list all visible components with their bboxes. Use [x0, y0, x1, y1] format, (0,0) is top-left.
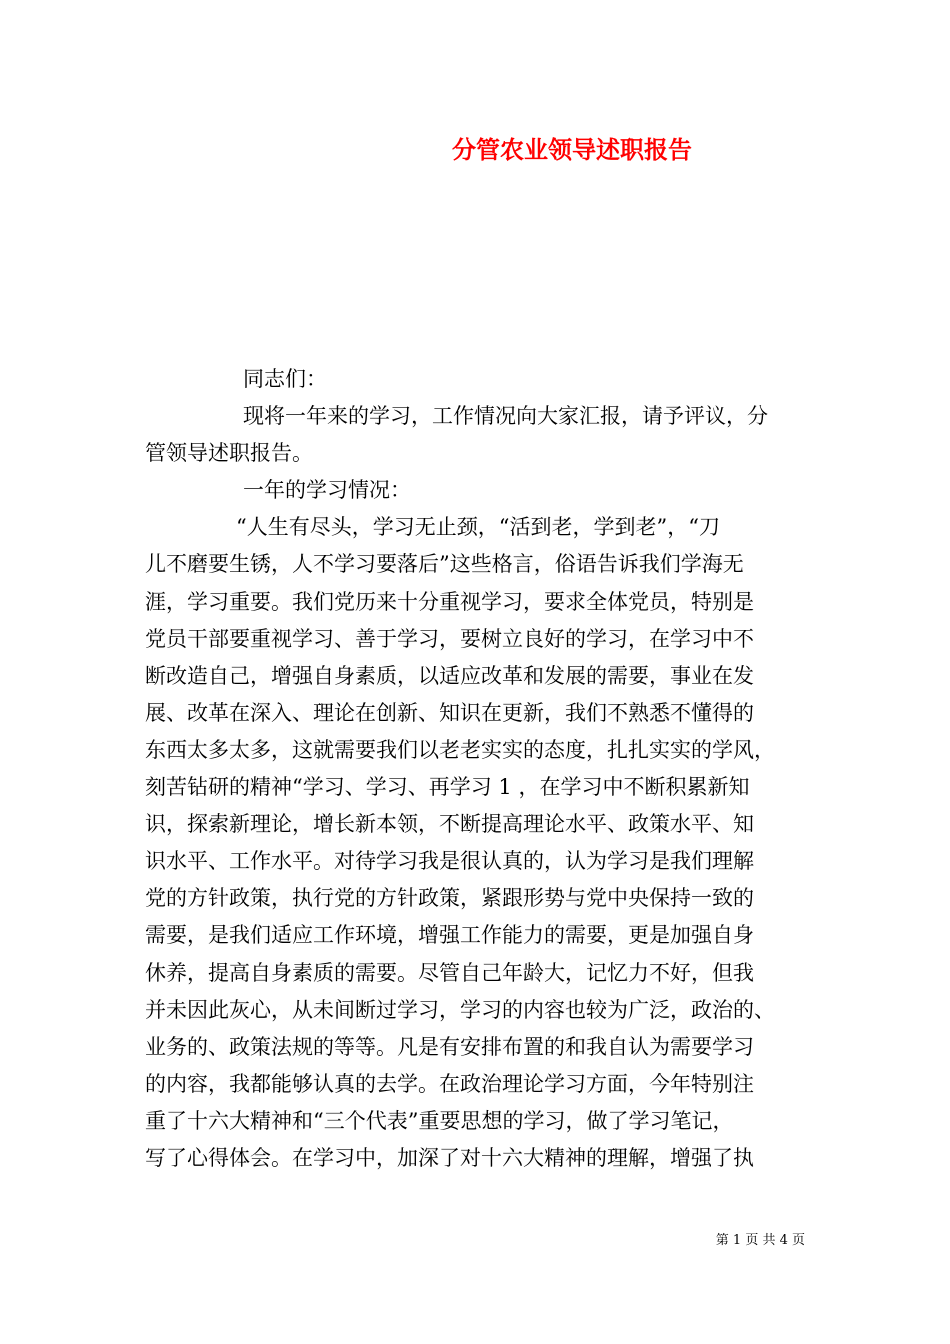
paragraph-line: 识，探索新理论，增长新本领，不断提高理论水平、政策水平、知: [145, 812, 754, 837]
document-title: 分管农业领导述职报告: [452, 135, 692, 164]
paragraph-line: 的内容，我都能够认真的去学。在政治理论学习方面，今年特别注: [145, 1071, 754, 1096]
paragraph-line: 并未因此灰心，从未间断过学习，学习的内容也较为广泛，政治的、: [145, 997, 775, 1022]
paragraph-line: 识水平、工作水平。对待学习我是很认真的，认为学习是我们理解: [145, 849, 754, 874]
paragraph-line: 断改造自己，增强自身素质，以适应改革和发展的需要，事业在发: [145, 663, 754, 688]
paragraph-line: 休养，提高自身素质的需要。尽管自己年龄大，记忆力不好，但我: [145, 960, 754, 985]
paragraph-line: 需要，是我们适应工作环境，增强工作能力的需要，更是加强自身: [145, 923, 754, 948]
paragraph-line: 写了心得体会。在学习中，加深了对十六大精神的理解，增强了执: [145, 1145, 754, 1170]
paragraph-line: 涯，学习重要。我们党历来十分重视学习，要求全体党员，特别是: [145, 589, 754, 614]
section-heading-line: 一年的学习情况：: [243, 478, 411, 503]
paragraph-line: 展、改革在深入、理论在创新、知识在更新，我们不熟悉不懂得的: [145, 700, 754, 725]
paragraph-line: 重了十六大精神和“三个代表”重要思想的学习，做了学习笔记，: [145, 1108, 734, 1133]
paragraph-line: 东西太多太多，这就需要我们以老老实实的态度，扎扎实实的学风，: [145, 737, 775, 762]
paragraph-line: 儿不磨要生锈，人不学习要落后”这些格言，俗语告诉我们学海无: [145, 552, 744, 577]
paragraph-line: 党的方针政策，执行党的方针政策，紧跟形势与党中央保持一致的: [145, 886, 754, 911]
paragraph-line: 管领导述职报告。: [145, 441, 313, 466]
salutation-line: 同志们：: [243, 367, 327, 391]
document-body: [145, 361, 805, 1177]
paragraph-line: “人生有尽头，学习无止颈，“活到老，学到老”，“刀: [236, 515, 720, 540]
paragraph-line: 现将一年来的学习，工作情况向大家汇报，请予评议，分: [243, 404, 768, 429]
paragraph-line: 刻苦钻研的精神“学习、学习、再学习 1 ，在学习中不断积累新知: [145, 775, 750, 800]
paragraph-line: 业务的、政策法规的等等。凡是有安排布置的和我自认为需要学习: [145, 1034, 754, 1059]
paragraph-line: 党员干部要重视学习、善于学习，要树立良好的学习，在学习中不: [145, 626, 754, 651]
page-indicator: 第 1 页 共 4 页: [715, 1233, 805, 1248]
